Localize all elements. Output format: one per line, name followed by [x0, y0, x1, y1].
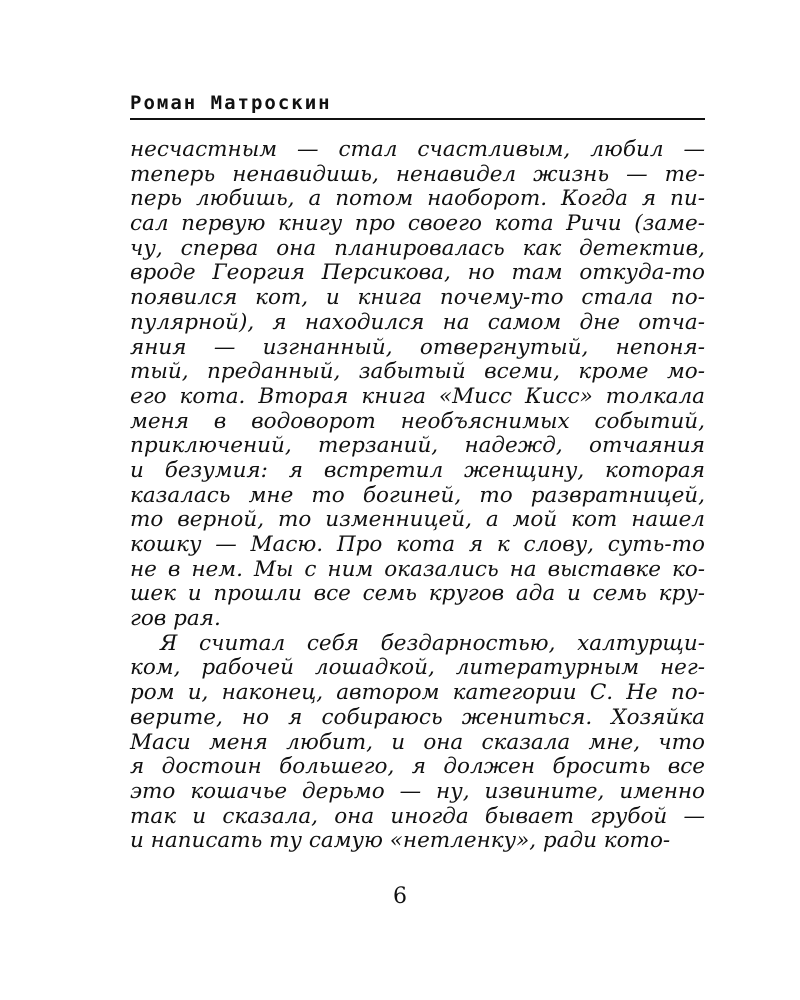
author-name: Роман Матроскин: [130, 92, 332, 114]
paragraph: [130, 632, 705, 854]
text-line: я достоин большего, я должен бросить все: [130, 754, 705, 780]
text-line: появился кот, и книга почему-то стала по-: [130, 285, 705, 311]
running-head: [130, 92, 705, 120]
text-line: ром и, наконец, автором категории С. Не по-: [130, 680, 705, 706]
text-line: так и сказала, она иногда бывает грубой —: [130, 803, 705, 829]
text-line: и написать ту самую «нетленку», ради кото-: [130, 828, 671, 854]
page-number: 6: [393, 884, 407, 909]
text-line: теперь ненавидишь, ненавидел жизнь — те-: [130, 161, 705, 187]
text-line: кошку — Масю. Про кота я к слову, суть-то: [130, 532, 705, 557]
text-line: яния — изгнанный, отвергнутый, непоня-: [130, 334, 705, 360]
text-line: ком, рабочей лошадкой, литературным нег-: [130, 655, 705, 681]
text-line: пулярной), я находился на самом дне отча-: [130, 309, 705, 335]
text-line: и безумия: я встретил женщину, которая: [130, 457, 705, 483]
text-line: то верной, то изменницей, а мой кот нашел: [130, 507, 705, 533]
text-line: чу, сперва она планировалась как детектив,: [130, 235, 705, 261]
text-line: меня в водоворот необъяснимых событий,: [130, 408, 705, 434]
text-line: его кота. Вторая книга «Мисс Кисс» толкала: [130, 383, 705, 409]
text-line: шек и прошли все семь кругов ада и семь кру-: [130, 581, 705, 607]
text-line: верите, но я собираюсь жениться. Хозяйка: [130, 704, 705, 730]
text-line: гов рая.: [130, 606, 221, 632]
body-text: [130, 138, 705, 854]
paragraph: [130, 138, 705, 632]
text-line: перь любишь, а потом наоборот. Когда я пи-: [130, 186, 705, 212]
text-line: сал первую книгу про своего кота Ричи (заме-: [130, 211, 705, 237]
text-line: казалась мне то богиней, то развратницей,: [130, 482, 705, 508]
text-line: тый, преданный, забытый всеми, кроме мо-: [130, 359, 705, 385]
text-line: несчастным — стал счастливым, любил —: [130, 137, 705, 162]
text-line: вроде Георгия Персикова, но там откуда-то: [130, 260, 705, 286]
text-line: Я считал себя бездарностью, халтурщи-: [160, 630, 705, 656]
text-line: приключений, терзаний, надежд, отчаяния: [130, 433, 705, 459]
text-line: Маси меня любит, и она сказала мне, что: [130, 729, 705, 755]
text-line: это кошачье дерьмо — ну, извините, именно: [130, 778, 705, 804]
text-line: не в нем. Мы с ним оказались на выставке ко-: [130, 556, 705, 582]
